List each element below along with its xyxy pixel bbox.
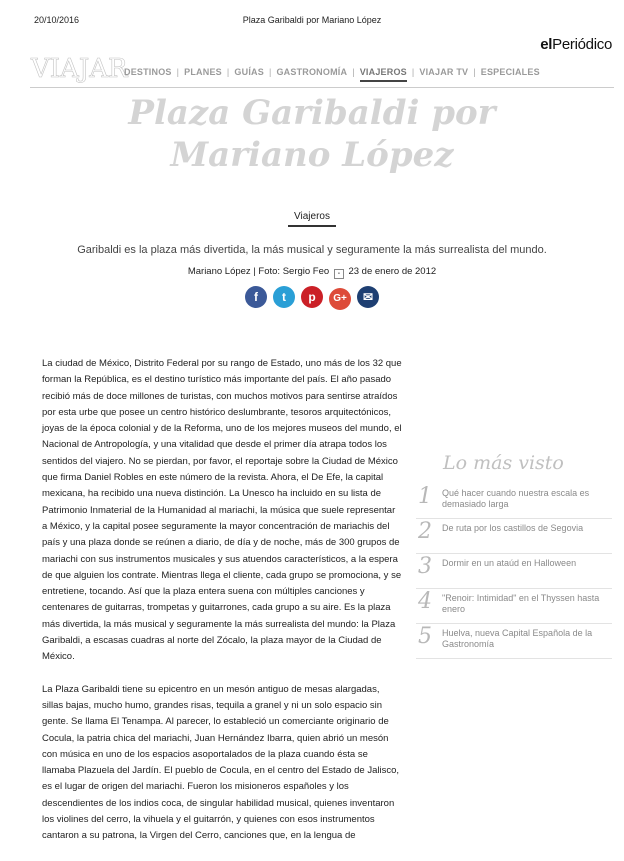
most-read-link[interactable]: Dormir en un ataúd en Halloween <box>442 558 577 568</box>
article-headline: Plaza Garibaldi por Mariano López <box>128 93 496 175</box>
nav-item-viajeros[interactable]: VIAJEROS <box>360 67 407 82</box>
nav-item-gastronomia[interactable]: GASTRONOMÍA <box>276 67 348 77</box>
brand-bold: el <box>540 36 553 53</box>
most-read-title: Lo más visto <box>443 452 564 474</box>
nav-separator: | <box>473 67 476 77</box>
most-read-rank: 5 <box>418 624 432 649</box>
article-byline <box>0 266 624 279</box>
most-read-list <box>416 484 612 659</box>
nav-item-guias[interactable]: GUÍAS <box>234 67 264 77</box>
el-periodico-logo[interactable] <box>540 36 612 53</box>
nav-item-especiales[interactable]: ESPECIALES <box>480 67 540 77</box>
most-read-rank: 4 <box>418 589 432 614</box>
most-read-item[interactable] <box>416 519 612 554</box>
most-read-rank: 2 <box>418 519 432 544</box>
section-link[interactable]: Viajeros <box>288 211 336 227</box>
print-title: Plaza Garibaldi por Mariano López <box>242 15 382 25</box>
most-read-rank: 1 <box>418 484 432 509</box>
most-read-item[interactable] <box>416 484 612 519</box>
share-buttons <box>0 286 624 310</box>
article-body <box>42 356 402 861</box>
google-plus-icon[interactable]: G+ <box>329 288 351 310</box>
most-read-link[interactable]: Huelva, nueva Capital Española de la Gastronomía <box>442 628 593 649</box>
byline-author: Mariano López | Foto: Sergio Feo <box>187 266 330 277</box>
article-paragraph: La ciudad de México, Distrito Federal por su rango de Estado, uno más de los 32 que forman la República, es el destino turístico más importante del país. El año pasado recibió más de doce millones de turistas, con muchos motivos para sentirse atraídos por esta urbe que posee un centro histórico deslumbrante, tesoros arquitectónicos, joyas de la época colonial y de la Reforma, uno de los mejores museos del mundo, el Nacional de Antropología, y una vitalidad que desde el primer día atrapa todos los sentidos del viajero. No se pierdan, por favor, el reportaje sobre la Ciudad de México que firma Daniel Robles en este número de la revista. Ahora, el De Efe, la capital mexicana, ha recibido una nueva distinción. La Unesco ha incluido en su lista de Patrimonio Inmaterial de la Humanidad al mariachi, la música que suele representar a México, y la capital posee seguramente la mayor concentración de mariachis del país y una plaza donde se reúnen a diario, de día y de noche, más de 300 grupos de mariachi con sus instrumentos musicales y sus atuendos característicos, a la espera de que alguien los contrate. Mientras llega el cliente, cada grupo se promociona, y se entretiene, tocando. Así que la plaza entera suena con múltiples canciones y centenares de guitarras, trompetas y guitarrones, cada grupo a su aire. Es la plaza más divertida, la más musical y seguramente la más surrealista del mundo: la Plaza Garibaldi, a escasas cuadras al norte del Zócalo, la plaza mayor de la Ciudad de México. <box>42 358 402 663</box>
most-read-rank: 3 <box>418 554 432 579</box>
print-date: 20/10/2016 <box>34 15 80 25</box>
email-icon[interactable]: ✉ <box>357 286 379 308</box>
section-tag <box>0 211 624 227</box>
main-nav <box>124 67 540 82</box>
nav-separator: | <box>411 67 415 77</box>
most-read-item[interactable] <box>416 624 612 659</box>
article-paragraph: La Plaza Garibaldi tiene su epicentro en un mesón antiguo de mesas alargadas, sillas bajas, mucho humo, grandes risas, tequila a granel y ni un solo espacio sin gente. Se llama El Tenampa. Al parecer, lo estableció un comerciante originario de Cocula, la patria chica del mariachi, Juan Hernández Ibarra, quien abrió un mesón con música en uno de los espacios asoportalados de la plaza cuando ésta se llamaba Plazuela del Jardín. El pueblo de Cocula, en el centro del Estado de Jalisco, es el lugar de origen del mariachi. Fueron los misioneros españoles y los descendientes de los indios coca, de singular habilidad musical, quienes inventaron los violines del cerro, la vihuela y el guitarrón, y quienes con esos instrumentos cantaron a su patrona, la Virgen del Cerro, canciones que, en la lengua de <box>42 683 399 842</box>
nav-separator: | <box>352 67 355 77</box>
most-read-sidebar <box>416 452 612 659</box>
most-read-link[interactable]: De ruta por los castillos de Segovia <box>442 523 584 533</box>
brand-rest: Periódico <box>552 36 612 53</box>
nav-item-destinos[interactable]: DESTINOS <box>124 67 172 77</box>
nav-separator: | <box>226 67 230 77</box>
facebook-icon[interactable]: f <box>245 286 267 308</box>
nav-separator: | <box>176 67 180 77</box>
most-read-item[interactable] <box>416 554 612 589</box>
byline-date: 23 de enero de 2012 <box>348 266 437 277</box>
nav-item-viajar-tv[interactable]: VIAJAR TV <box>419 67 469 77</box>
nav-divider <box>30 87 614 88</box>
nav-item-planes[interactable]: PLANES <box>184 67 222 77</box>
most-read-item[interactable] <box>416 589 612 624</box>
twitter-icon[interactable]: t <box>273 286 295 308</box>
nav-separator: | <box>268 67 272 77</box>
most-read-link[interactable]: "Renoir: Intimidad" en el Thyssen hasta enero <box>442 593 600 614</box>
calendar-icon: ▪ <box>334 269 344 279</box>
most-read-link[interactable]: Qué hacer cuando nuestra escala es demasiado larga <box>442 488 590 509</box>
pinterest-icon[interactable]: p <box>301 286 323 308</box>
article-subtitle: Garibaldi es la plaza más divertida, la más musical y seguramente la más surrealista del mundo. <box>77 244 547 256</box>
viajar-logo[interactable]: VIAJAR <box>31 54 128 84</box>
